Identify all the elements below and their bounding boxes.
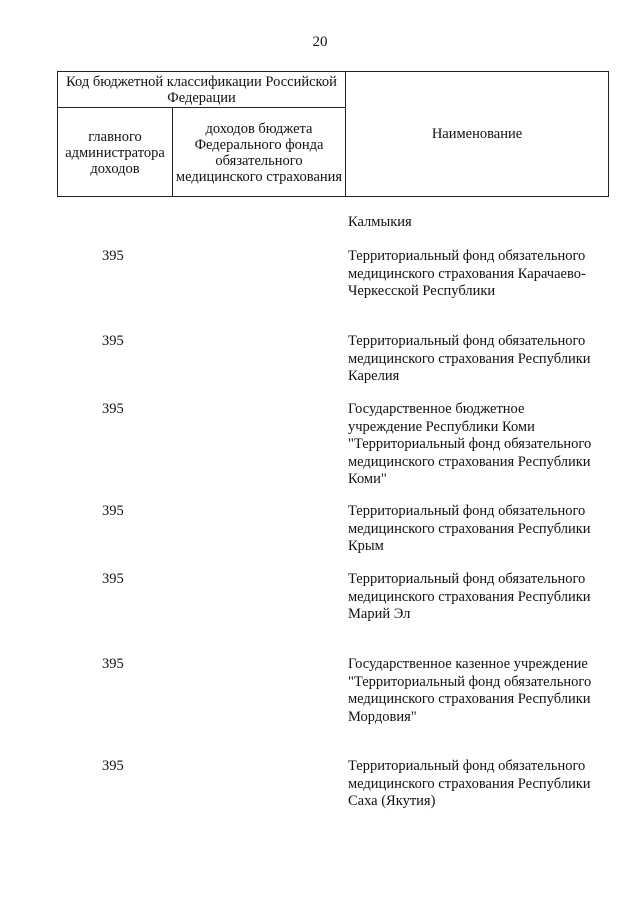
row-code: 395 — [102, 401, 124, 417]
row-code: 395 — [102, 656, 124, 672]
row-name: Государственное бюджетное учреждение Республики Коми "Территориальный фонд обязательного медицинского страхования Республики Коми" — [348, 401, 592, 487]
row-name: Территориальный фонд обязательного медицинского страхования Республики Карелия — [348, 333, 591, 384]
page-number: 20 — [312, 34, 328, 50]
header-income: доходов бюджета Федерального фонда обязательного медицинского страхования — [173, 108, 346, 197]
row-code: 395 — [102, 758, 124, 774]
row-code: 395 — [102, 248, 124, 264]
row-name: Территориальный фонд обязательного медицинского страхования Республики Крым — [348, 503, 591, 554]
header-name: Наименование — [431, 126, 523, 142]
row-code: 395 — [102, 503, 124, 519]
row-name: Территориальный фонд обязательного медицинского страхования Республики Марий Эл — [348, 571, 591, 622]
header-code-group: Код бюджетной классификации Российской Федерации — [58, 72, 346, 108]
row-name: Территориальный фонд обязательного медицинского страхования Республики Саха (Якутия) — [348, 758, 591, 809]
row-name: Государственное казенное учреждение "Территориальный фонд обязательного медицинского страхования Республики Мордовия" — [348, 656, 592, 725]
row-name: Калмыкия — [348, 214, 412, 230]
table-header — [57, 71, 609, 197]
row-name: Территориальный фонд обязательного медицинского страхования Карачаево-Черкесской Республики — [348, 248, 586, 299]
header-admin: главного администратора доходов — [58, 108, 173, 197]
row-code: 395 — [102, 333, 124, 349]
row-code: 395 — [102, 571, 124, 587]
